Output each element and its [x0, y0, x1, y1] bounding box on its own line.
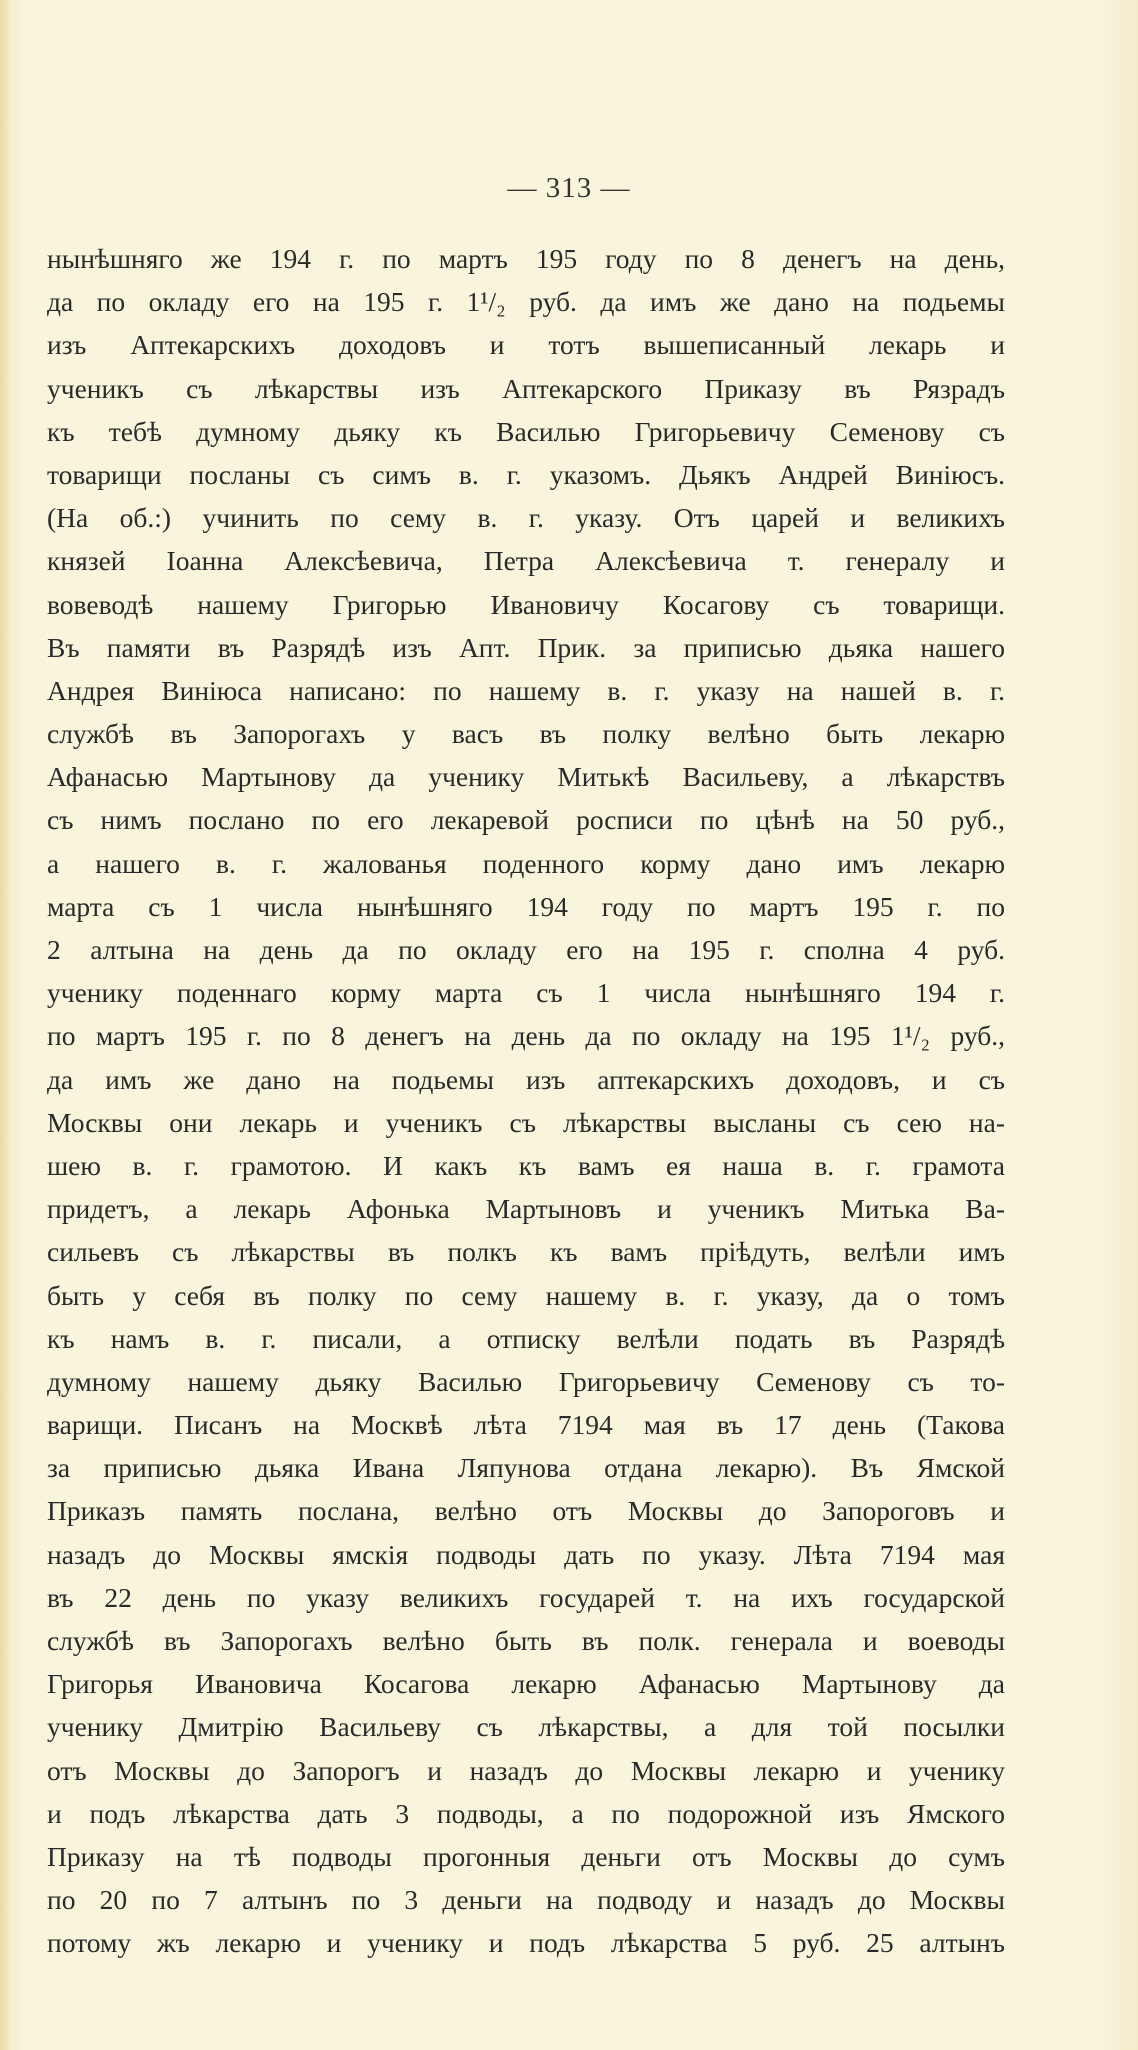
text-line: въ 22 день по указу великихъ государей т. на ихъ государской [47, 1581, 1005, 1613]
text-line: вовеводѣ нашему Григорью Ивановичу Косагову съ товарищи. [47, 588, 1005, 620]
text-line: службѣ въ Запорогахъ у васъ въ полку велѣно быть лекарю [47, 718, 1005, 750]
text-line: думному нашему дьяку Василью Григорьевичу Семенову съ то- [47, 1365, 1005, 1397]
text-line: ученикъ съ лѣкарствы изъ Аптекарского Приказу въ Рязрадъ [47, 372, 1005, 404]
text-line: Андрея Виніюса написано: по нашему в. г. указу на нашей в. г. [47, 674, 1005, 706]
text-line: назадъ до Москвы ямскія подводы дать по указу. Лѣта 7194 мая [47, 1538, 1005, 1570]
text-line: Приказъ память послана, велѣно отъ Москвы до Запороговъ и [47, 1495, 1005, 1527]
text-line: Въ памяти въ Разрядѣ изъ Апт. Прик. за приписью дьяка нашего [47, 631, 1005, 663]
text-line: за приписью дьяка Ивана Ляпунова отдана лекарю). Въ Ямской [47, 1452, 1005, 1484]
text-line: съ нимъ послано по его лекаревой росписи по цѣнѣ на 50 руб., [47, 804, 1005, 836]
body-text [47, 237, 1005, 1965]
text-line: да имъ же дано на подьемы изъ аптекарскихъ доходовъ, и съ [47, 1063, 1005, 1095]
text-line: отъ Москвы до Запорогъ и назадъ до Москвы лекарю и ученику [47, 1754, 1005, 1786]
text-line: къ тебѣ думному дьяку къ Василью Григорьевичу Семенову съ [47, 415, 1005, 447]
text-line: потому жъ лекарю и ученику и подъ лѣкарства 5 руб. 25 алтынъ [47, 1927, 1005, 1959]
text-line: по 20 по 7 алтынъ по 3 деньги на подводу и назадъ до Москвы [47, 1884, 1005, 1916]
text-line: нынѣшняго же 194 г. по мартъ 195 году по 8 денегъ на день, [47, 243, 1005, 274]
text-line: Афанасью Мартынову да ученику Митькѣ Васильеву, а лѣкарствъ [47, 761, 1005, 793]
text-line: да по окладу его на 195 г. 1¹/₂ руб. да имъ же дано на подьемы [47, 286, 1005, 318]
text-line: Григорья Ивановича Косагова лекарю Афанасью Мартынову да [47, 1668, 1005, 1700]
text-line: придетъ, а лекарь Афонька Мартыновъ и ученикъ Митька Ва- [47, 1193, 1005, 1225]
text-line: товарищи посланы съ симъ в. г. указомъ. Дьякъ Андрей Виніюсъ. [47, 458, 1005, 490]
page-number: — 313 — [507, 172, 631, 204]
text-line: быть у себя въ полку по сему нашему в. г. указу, да о томъ [47, 1279, 1005, 1311]
text-line: изъ Аптекарскихъ доходовъ и тотъ вышеписанный лекарь и [47, 329, 1005, 361]
text-line: 2 алтына на день да по окладу его на 195 г. сполна 4 руб. [47, 934, 1005, 965]
text-line: шею в. г. грамотою. И какъ къ вамъ ея наша в. г. грамота [47, 1149, 1005, 1181]
text-line: ученику Дмитрію Васильеву съ лѣкарствы, а для той посылки [47, 1711, 1005, 1743]
text-line: ученику поденнаго корму марта съ 1 числа нынѣшняго 194 г. [47, 977, 1005, 1009]
text-line: Приказу на тѣ подводы прогонныя деньги отъ Москвы до сумъ [47, 1840, 1005, 1872]
text-line: марта съ 1 числа нынѣшняго 194 году по мартъ 195 г. по [47, 890, 1005, 922]
text-line: князей Іоанна Алексѣевича, Петра Алексѣевича т. генералу и [47, 545, 1005, 577]
text-line: по мартъ 195 г. по 8 денегъ на день да по окладу на 195 1¹/₂ руб., [47, 1020, 1005, 1052]
text-line: а нашего в. г. жалованья поденного корму дано имъ лекарю [47, 847, 1005, 879]
text-line: службѣ въ Запорогахъ велѣно быть въ полк. генерала и воеводы [47, 1625, 1005, 1656]
text-line: сильевъ съ лѣкарствы въ полкъ къ вамъ пріѣдуть, велѣли имъ [47, 1236, 1005, 1268]
text-line: и подъ лѣкарства дать 3 подводы, а по подорожной изъ Ямского [47, 1797, 1005, 1829]
text-line: Москвы они лекарь и ученикъ съ лѣкарствы высланы съ сею на- [47, 1106, 1005, 1138]
text-line: варищи. Писанъ на Москвѣ лѣта 7194 мая въ 17 день (Такова [47, 1409, 1005, 1441]
text-line: (На об.:) учинить по сему в. г. указу. Отъ царей и великихъ [47, 502, 1005, 534]
text-line: къ намъ в. г. писали, а отписку велѣли подать въ Разрядѣ [47, 1322, 1005, 1354]
